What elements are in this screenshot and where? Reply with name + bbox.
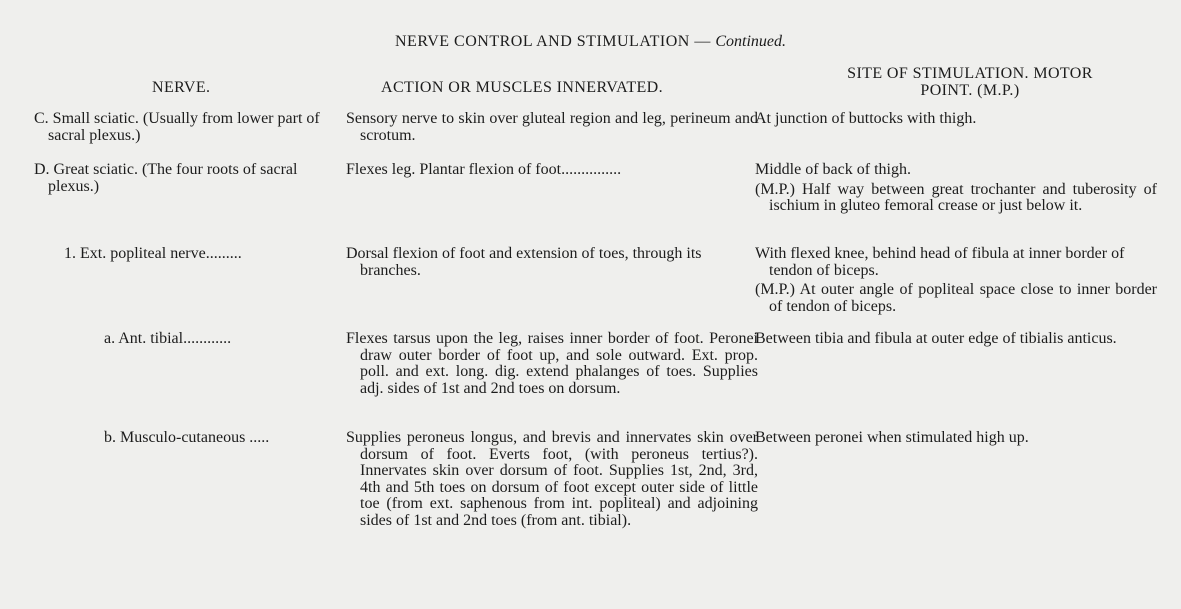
nerve-cell: 1. Ext. popliteal nerve......... (64, 245, 242, 262)
site-cell (755, 430, 1157, 450)
site-cell (755, 331, 1157, 351)
nerve-cell: D. Great sciatic. (The four roots of sacral plexus.) (34, 161, 298, 195)
action-cell: Dorsal flexion of foot and extension of toes, through its branches. (346, 245, 702, 279)
action-cell: Supplies peroneus longus, and brevis and innervates skin over dorsum of foot. Everts foot, (with peroneus tertius?). Innervates skin over dorsum of foot. Supplies 1st, 2nd, 3rd, 4th and 5th toes on dorsum of foot except outer side of little toe (from ext. saphenous from int. popliteal) and adjoining sides of 1st and 2nd toes (from ant. tibial). (346, 429, 758, 529)
title-continued: Continued. (715, 33, 786, 50)
column-header-nerve: NERVE. (152, 79, 211, 96)
site-cell (755, 246, 1157, 318)
site-paragraph: Middle of back of thigh. (755, 161, 911, 178)
column-header-site (800, 65, 1140, 99)
page-title (0, 33, 1181, 51)
column-header-action: ACTION OR MUSCLES INNERVATED. (381, 79, 664, 96)
site-paragraph: Between peronei when stimulated high up. (755, 429, 1029, 446)
nerve-cell: a. Ant. tibial............ (104, 330, 232, 347)
site-paragraph: (M.P.) Half way between great trochanter and tuberosity of ischium in gluteo femoral crease or just below it. (755, 180, 1157, 214)
site-paragraph: At junction of buttocks with thigh. (755, 110, 977, 127)
action-cell: Flexes tarsus upon the leg, raises inner border of foot. Peronei draw outer border of foot up, and sole outward. Ext. prop. poll. and ext. long. dig. extend phalanges of toes. Supplies adj. sides of 1st and 2nd toes on dorsum. (346, 330, 758, 397)
site-paragraph: (M.P.) At outer angle of popliteal space close to inner border of tendon of biceps. (755, 281, 1157, 315)
title-main: NERVE CONTROL AND STIMULATION — (394, 33, 711, 50)
column-header-site-line2: POINT. (M.P.) (920, 82, 1020, 99)
nerve-cell: b. Musculo-cutaneous ..... (104, 429, 270, 446)
site-cell (755, 162, 1157, 218)
action-cell: Flexes leg. Plantar flexion of foot............... (346, 161, 622, 178)
site-paragraph: With flexed knee, behind head of fibula at inner border of tendon of biceps. (755, 245, 1125, 279)
column-header-site-line1: SITE OF STIMULATION. MOTOR (847, 65, 1093, 82)
site-cell (755, 111, 1157, 131)
site-paragraph: Between tibia and fibula at outer edge of tibialis anticus. (755, 330, 1117, 347)
action-cell: Sensory nerve to skin over gluteal region and leg, perineum and scrotum. (346, 110, 758, 144)
nerve-cell: C. Small sciatic. (Usually from lower part of sacral plexus.) (34, 110, 320, 144)
